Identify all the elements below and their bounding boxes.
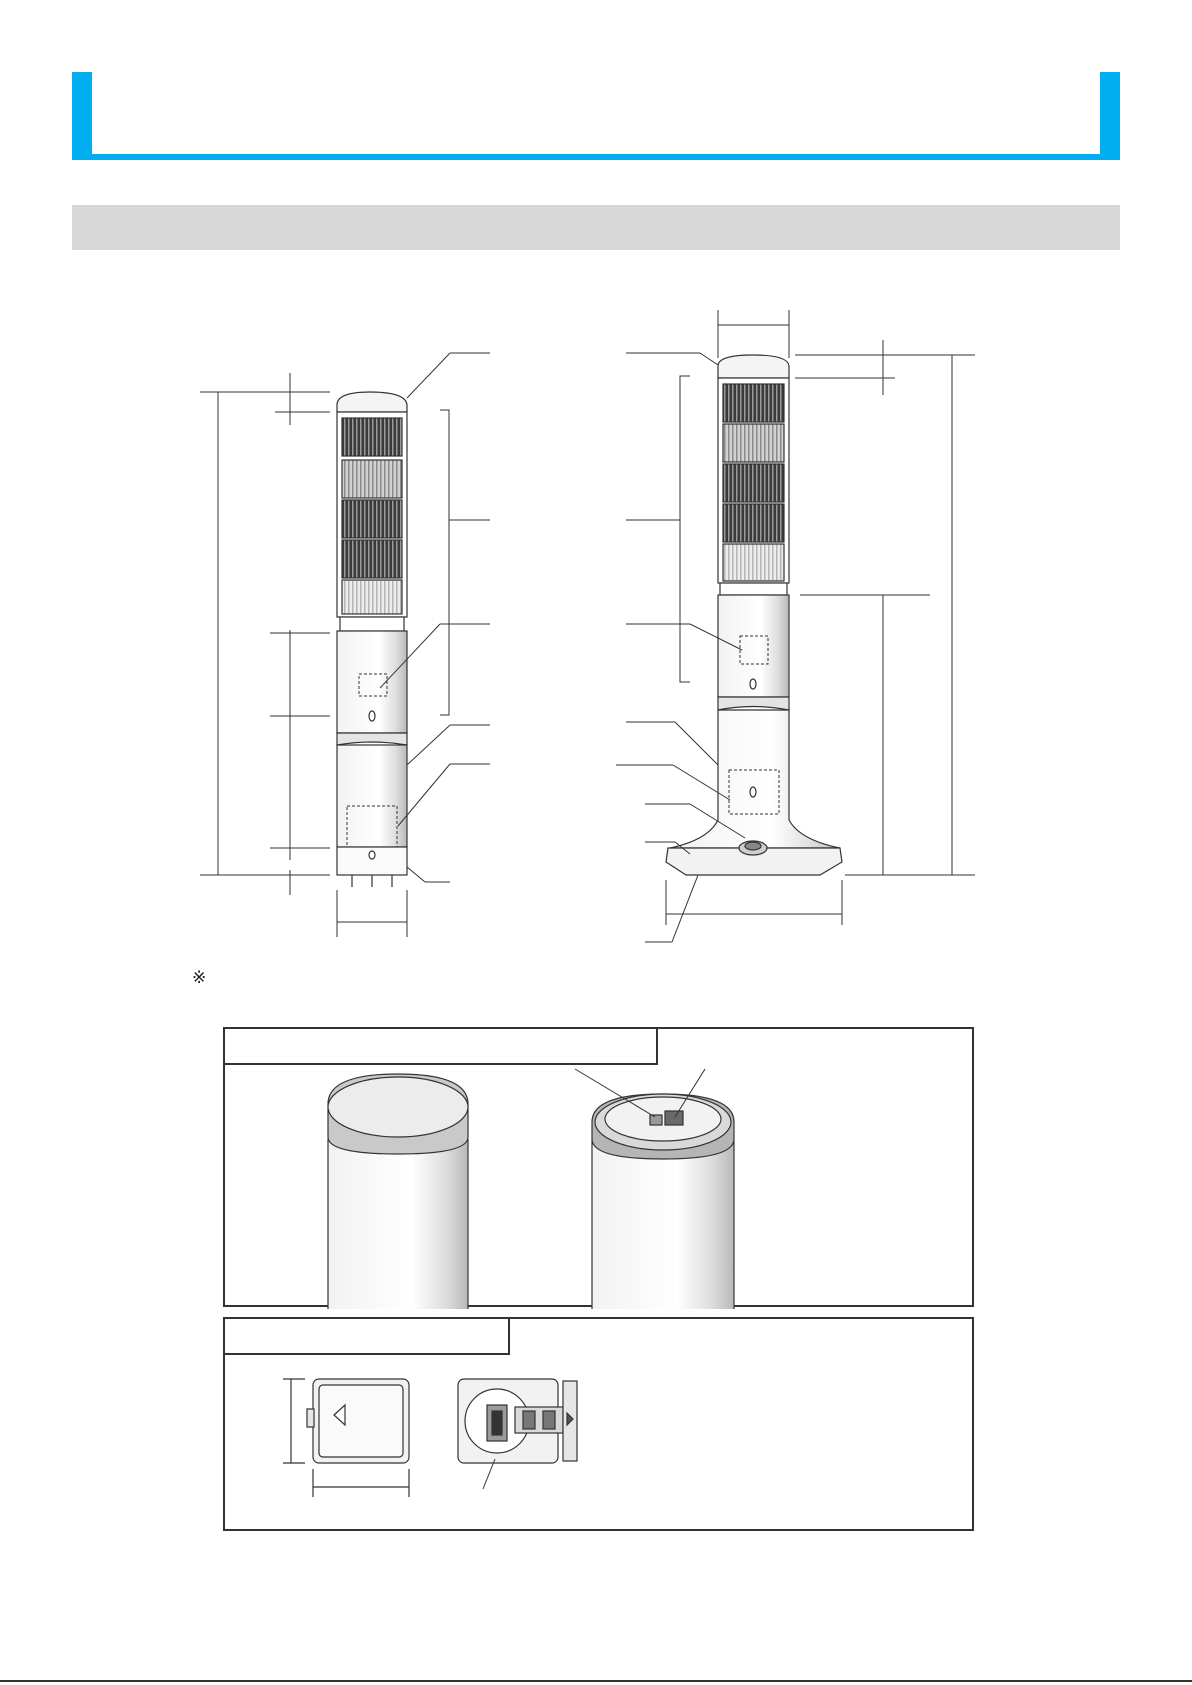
terminal-cover-panel: [223, 1317, 974, 1531]
terminal-block-illustration: [458, 1379, 577, 1489]
cover-plate-illustration: [283, 1379, 409, 1497]
terminal-cover-illustrations: [225, 1319, 976, 1533]
top-cover-panel: [223, 1027, 974, 1307]
closed-cap-illustration: [328, 1074, 468, 1309]
tier-3-lens: [342, 500, 402, 538]
tier-5-lens: [342, 580, 402, 614]
left-tower: [337, 392, 407, 887]
tier-1-lens: [342, 418, 402, 456]
tier-4-lens: [342, 540, 402, 578]
note-reference-mark: ※: [192, 968, 207, 988]
page-footer-rule: [0, 1680, 1192, 1682]
tier-2-lens: [342, 460, 402, 498]
open-cap-illustration: [575, 1069, 734, 1309]
top-cover-illustrations: [225, 1029, 976, 1309]
right-tower: [666, 355, 842, 875]
